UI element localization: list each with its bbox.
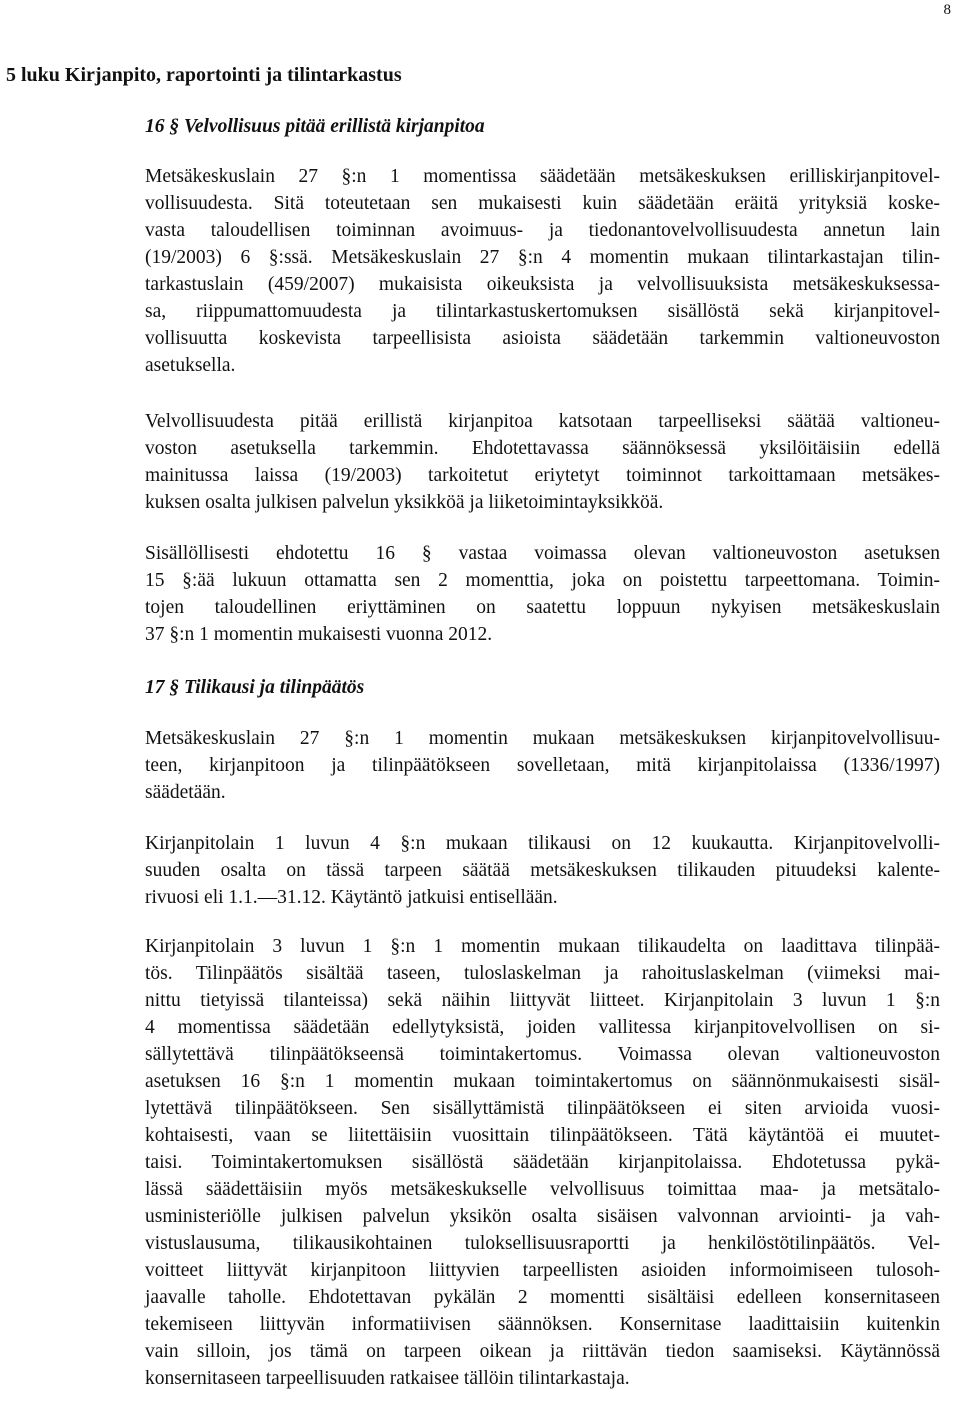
section-16-paragraph-2 bbox=[145, 408, 940, 516]
text-line: tös. Tilinpäätös sisältää taseen, tuloslaskelman ja rahoituslaskelman (viimeksi mai- bbox=[145, 963, 940, 984]
text-line: Metsäkeskuslain 27 §:n 1 momentin mukaan metsäkeskuksen kirjanpitovelvollisuu- bbox=[145, 728, 940, 749]
text-line: kuksen osalta julkisen palvelun yksikköä ja liiketoimintayksikköä. bbox=[145, 492, 664, 513]
section-16-title: 16 § Velvollisuus pitää erillistä kirjanpitoa bbox=[145, 116, 485, 137]
text-line: teen, kirjanpitoon ja tilinpäätökseen sovelletaan, mitä kirjanpitolaissa (1336/1997) bbox=[145, 755, 940, 776]
text-line: Kirjanpitolain 1 luvun 4 §:n mukaan tilikausi on 12 kuukautta. Kirjanpitovelvolli- bbox=[145, 833, 940, 854]
section-16-paragraph-1 bbox=[145, 163, 940, 379]
text-line: asetuksella. bbox=[145, 355, 236, 376]
text-line: suuden osalta on tässä tarpeen säätää metsäkeskuksen tilikauden pituudeksi kalente- bbox=[145, 860, 940, 881]
text-line: taisi. Toimintakertomuksen sisällöstä säädetään kirjanpitolaissa. Ehdotetussa pykä- bbox=[145, 1152, 940, 1173]
section-17-paragraph-3 bbox=[145, 933, 940, 1392]
text-line: rivuosi eli 1.1.—31.12. Käytäntö jatkuisi entisellään. bbox=[145, 887, 558, 908]
text-line: nittu tietyissä tilanteissa) sekä näihin liittyvät liitteet. Kirjanpitolain 3 luvun 1 §:n bbox=[145, 990, 940, 1011]
text-line: usministeriölle julkisen palvelun yksikön osalta sisäisen valvonnan arviointi- ja vah- bbox=[145, 1206, 940, 1227]
text-line: säädetään. bbox=[145, 782, 226, 803]
text-line: lässä säädettäisiin myös metsäkeskukselle velvollisuus toimittaa maa- ja metsätalo- bbox=[145, 1179, 940, 1200]
section-17-paragraph-2 bbox=[145, 830, 940, 911]
text-line: voitteet liittyvät kirjanpitoon liittyvien tarpeellisten asioiden informoimiseen tulosoh- bbox=[145, 1260, 940, 1281]
text-line: tarkastuslain (459/2007) mukaisista oikeuksista ja velvollisuuksista metsäkeskuksessa- bbox=[145, 274, 940, 295]
text-line: tojen taloudellinen eriyttäminen on saatettu loppuun nykyisen metsäkeskuslain bbox=[145, 597, 940, 618]
text-line: jaavalle taholle. Ehdotettavan pykälän 2 momentti sisältäisi edelleen konsernitaseen bbox=[145, 1287, 940, 1308]
chapter-title: 5 luku Kirjanpito, raportointi ja tilintarkastus bbox=[6, 64, 402, 86]
text-line: vollisuutta koskevista tarpeellisista asioista säädetään tarkemmin valtioneuvoston bbox=[145, 328, 940, 349]
text-line: vasta taloudellisen toiminnan avoimuus- ja tiedonantovelvollisuudesta annetun lain bbox=[145, 220, 940, 241]
text-line: vollisuudesta. Sitä toteutetaan sen mukaisesti kuin säädetään eräitä yrityksiä koske- bbox=[145, 193, 940, 214]
section-16-paragraph-3 bbox=[145, 540, 940, 648]
text-line: tekemiseen liittyvän informatiivisen säännöksen. Konsernitase laadittaisiin kuitenkin bbox=[145, 1314, 940, 1335]
text-line: Velvollisuudesta pitää erillistä kirjanpitoa katsotaan tarpeelliseksi säätää valtioneu- bbox=[145, 411, 940, 432]
text-line: 15 §:ää lukuun ottamatta sen 2 momenttia, joka on poistettu tarpeettomana. Toimin- bbox=[145, 570, 940, 591]
section-17-title: 17 § Tilikausi ja tilinpäätös bbox=[145, 677, 365, 698]
text-line: vain silloin, jos tämä on tarpeen oikean ja riittävän tiedon saamiseksi. Käytännössä bbox=[145, 1341, 940, 1362]
text-line: Kirjanpitolain 3 luvun 1 §:n 1 momentin mukaan tilikaudelta on laadittava tilinpää- bbox=[145, 936, 940, 957]
text-line: sa, riippumattomuudesta ja tilintarkastuskertomuksen sisällöstä sekä kirjanpitovel- bbox=[145, 301, 940, 322]
text-line: Metsäkeskuslain 27 §:n 1 momentissa säädetään metsäkeskuksen erilliskirjanpitovel- bbox=[145, 166, 940, 187]
text-line: lytettävä tilinpäätökseen. Sen sisällyttämistä tilinpäätökseen ei siten arvioida vuosi- bbox=[145, 1098, 940, 1119]
text-line: 4 momentissa säädetään edellytyksistä, joiden vallitessa kirjanpitovelvollisen on si- bbox=[145, 1017, 940, 1038]
text-line: Sisällöllisesti ehdotettu 16 § vastaa voimassa olevan valtioneuvoston asetuksen bbox=[145, 543, 940, 564]
text-line: kohtaisesti, vaan se liitettäisiin vuosittain tilinpäätökseen. Tätä käytäntöä ei muutet- bbox=[145, 1125, 940, 1146]
text-line: sällytettävä tilinpäätökseensä toimintakertomus. Voimassa olevan valtioneuvoston bbox=[145, 1044, 940, 1065]
text-line: vistuslausuma, tilikausikohtainen tuloksellisuusraportti ja henkilöstötilinpäätös. Vel- bbox=[145, 1233, 940, 1254]
text-line: konsernitaseen tarpeellisuuden ratkaisee tällöin tilintarkastaja. bbox=[145, 1368, 630, 1389]
text-line: voston asetuksella tarkemmin. Ehdotettavassa säännöksessä yksilöitäisiin edellä bbox=[145, 438, 940, 459]
text-line: asetuksen 16 §:n 1 momentin mukaan toimintakertomus on säännönmukaisesti sisäl- bbox=[145, 1071, 940, 1092]
page-number: 8 bbox=[943, 2, 951, 18]
text-line: 37 §:n 1 momentin mukaisesti vuonna 2012. bbox=[145, 624, 493, 645]
text-line: (19/2003) 6 §:ssä. Metsäkeskuslain 27 §:n 4 momentin mukaan tilintarkastajan tilin- bbox=[145, 247, 940, 268]
text-line: mainitussa laissa (19/2003) tarkoitetut eriytetyt toiminnot tarkoittamaan metsäkes- bbox=[145, 465, 940, 486]
section-17-paragraph-1 bbox=[145, 725, 940, 806]
